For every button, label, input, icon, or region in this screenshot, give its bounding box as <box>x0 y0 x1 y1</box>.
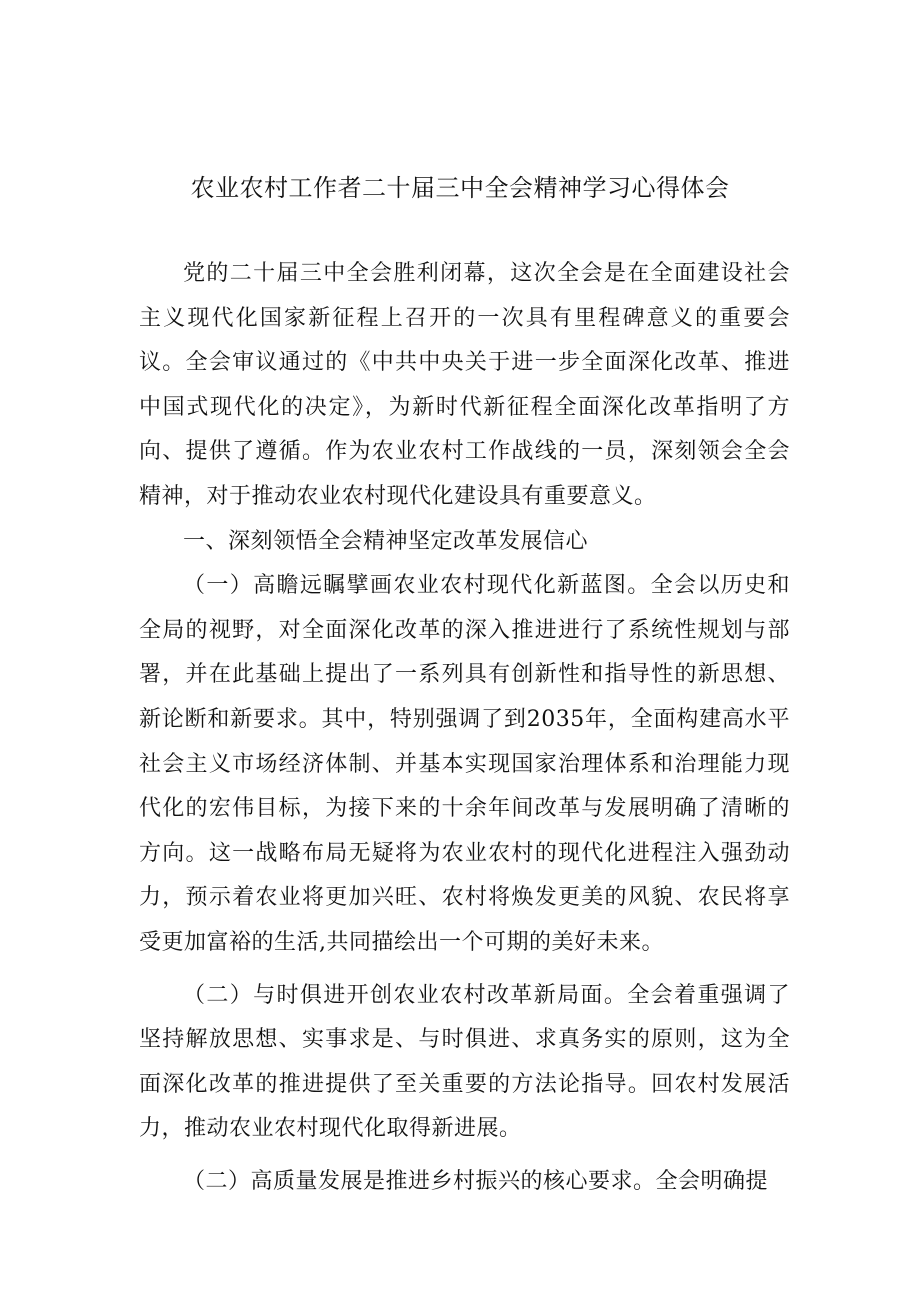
intro-paragraph: 党的二十届三中全会胜利闭幕，这次全会是在全面建设社会主义现代化国家新征程上召开的一次具有里程碑意义的重要会议。全会审议通过的《中共中央关于进一步全面深化改革、推进中国式现代化的决定》，为新时代新征程全面深化改革指明了方向、提供了遵循。作为农业农村工作战线的一员，深刻领会全会精神，对于推动农业农村现代化建设具有重要意义。 <box>139 261 790 509</box>
section-heading: 一、深刻领悟全会精神坚定改革发展信心 <box>183 528 589 554</box>
body-paragraph-3: （二）高质量发展是推进乡村振兴的核心要求。全会明确提 <box>183 1168 769 1194</box>
document-title: 农业农村工作者二十届三中全会精神学习心得体会 <box>190 174 730 202</box>
document-body <box>139 252 790 1204</box>
body-paragraph-1: （一）高瞻远瞩擘画农业农村现代化新蓝图。全会以历史和全局的视野，对全面深化改革的深入推进进行了系统性规划与部署，并在此基础上提出了一系列具有创新性和指导性的新思想、新论断和新要求。其中，特别强调了到2035年，全面构建高水平社会主义市场经济体制、并基本实现国家治理体系和治理能力现代化的宏伟目标，为接下来的十余年间改革与发展明确了清晰的方向。这一战略布局无疑将为农业农村的现代化进程注入强劲动力，预示着农业将更加兴旺、农村将焕发更美的风貌、农民将享受更加富裕的生活,共同描绘出一个可期的美好未来。 <box>139 573 790 955</box>
body-paragraph-2: （二）与时俱进开创农业农村改革新局面。全会着重强调了坚持解放思想、实事求是、与时俱进、求真务实的原则，这为全面深化改革的推进提供了至关重要的方法论指导。回农村发展活力，推动农业农村现代化取得新进展。 <box>139 982 790 1142</box>
